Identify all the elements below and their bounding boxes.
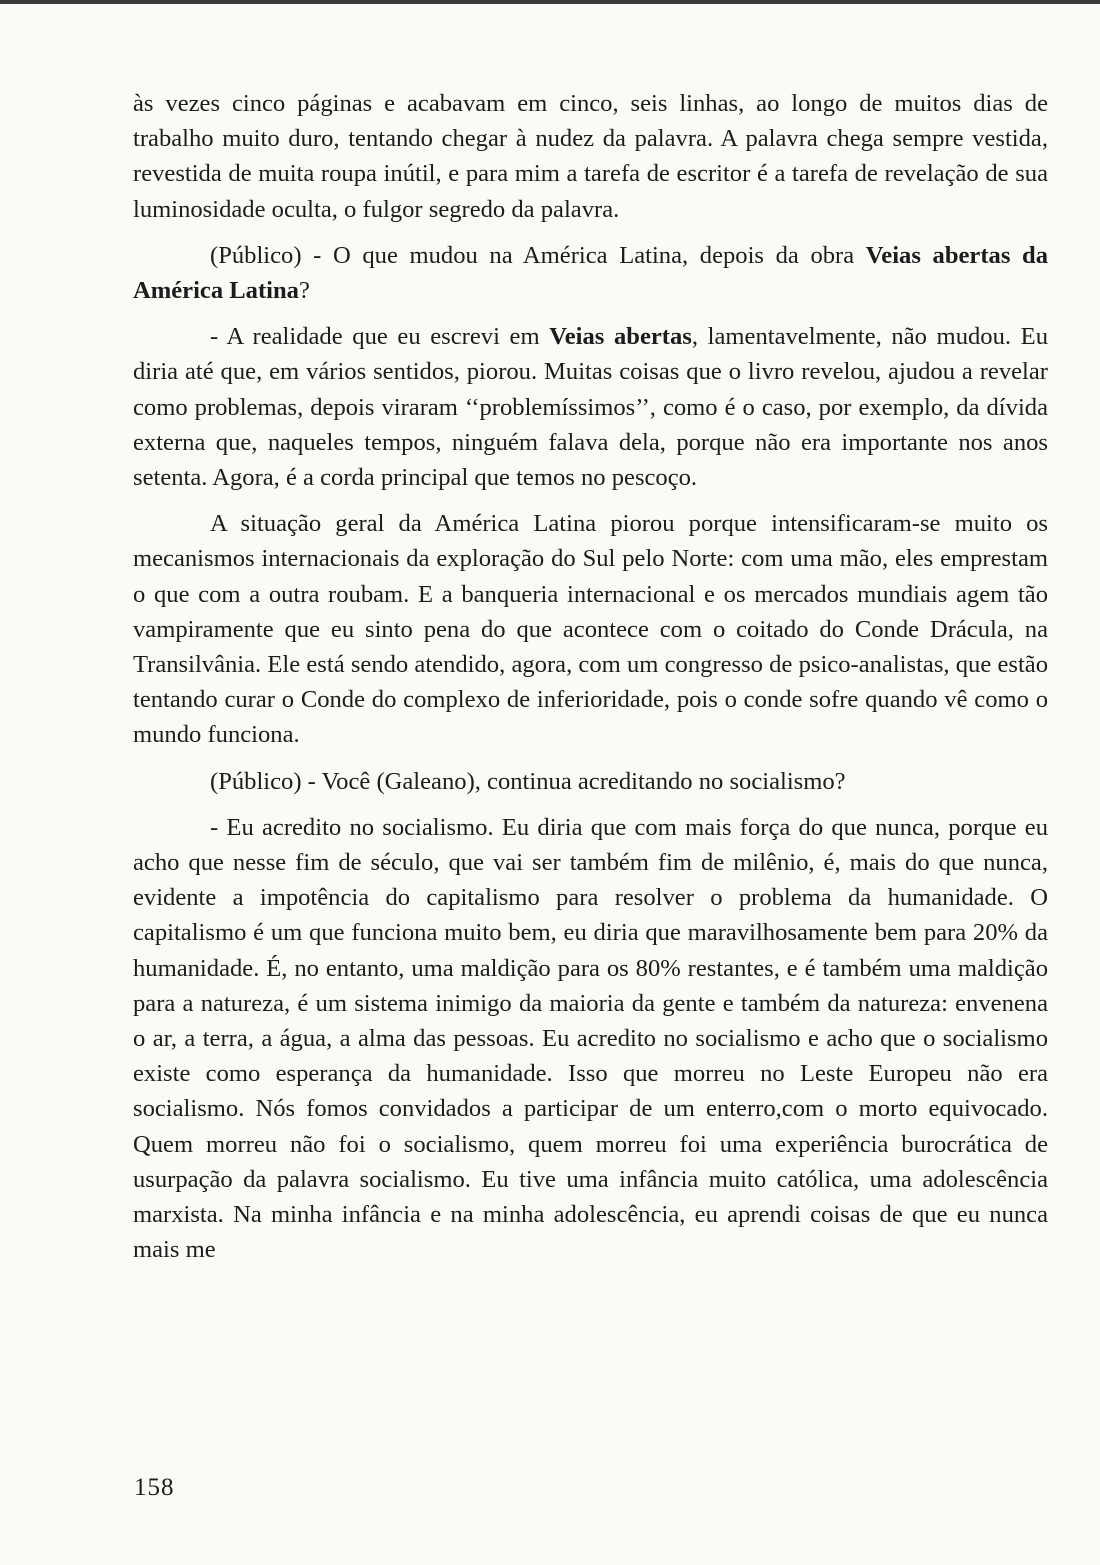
bold-title-text: Veias abertas	[549, 323, 692, 351]
paragraph-text: A situação geral da América Latina piorou porque intensificaram-se muito os mecanismos internacionais da exploração do Sul pelo Norte: com uma mão, eles emprestam o que com a outra roubam. E a banqueria internacional e os mercados mundiais agem tão vampiramente que eu sinto pena do que acontece com o coitado do Conde Drácula, na Transilvânia. Ele está sendo atendido, agora, com um congresso de psico-analistas, que estão tentando curar o Conde do complexo de inferioridade, pois o conde sofre quando vê como o mundo funciona.	[133, 510, 1048, 749]
paragraph-text: , lamentavelmente, não mudou. Eu diria até que, em vários sentidos, piorou. Muitas coisas que o livro revelou, ajudou a revelar como problemas, depois viraram ‘‘problemíssimos’’, como é o caso, por exemplo, da dívida externa que, naqueles tempos, ninguém falava dela, porque não era importante nos anos setenta. Agora, é a corda principal que temos no pescoço.	[133, 323, 1048, 492]
paragraph-text: (Público) - Você (Galeano), continua acreditando no socialismo?	[210, 767, 846, 795]
paragraph-text: às vezes cinco páginas e acabavam em cinco, seis linhas, ao longo de muitos dias de trabalho muito duro, tentando chegar à nudez da palavra. A palavra chega sempre vestida, revestida de muita roupa inútil, e para mim a tarefa de escritor é a tarefa de revelação de sua luminosidade oculta, o fulgor segredo da palavra.	[133, 90, 1048, 223]
paragraph-answer-reality	[133, 319, 1048, 495]
page-number: 158	[134, 1474, 175, 1501]
paragraph-text: - A realidade que eu escrevi em	[210, 323, 550, 351]
bold-title-text: Veias abertas da América Latina	[133, 241, 1048, 305]
scan-top-edge	[0, 0, 1100, 4]
paragraph-writing-process	[133, 86, 1048, 227]
page-body	[133, 86, 1048, 1268]
paragraph-answer-socialism	[133, 810, 1048, 1268]
paragraph-question-socialism	[133, 764, 1048, 799]
paragraph-text: (Público) - O que mudou na América Latina, depois da obra	[210, 241, 866, 269]
paragraph-text: ?	[298, 277, 310, 305]
paragraph-text: - Eu acredito no socialismo. Eu diria que com mais força do que nunca, porque eu acho que nesse fim de século, que vai ser também fim de milênio, é, mais do que nunca, evidente a impotência do capitalismo para resolver o problema da humanidade. O capitalismo é um que funciona muito bem, eu diria que maravilhosamente bem para 20% da humanidade. É, no entanto, uma maldição para os 80% restantes, e é também uma maldição para a natureza, é um sistema inimigo da maioria da gente e também da natureza: envenena o ar, a terra, a água, a alma das pessoas. Eu acredito no socialismo e acho que o socialismo existe como esperança da humanidade. Isso que morreu no Leste Europeu não era socialismo. Nós fomos convidados a participar de um enterro,com o morto equivocado. Quem morreu não foi o socialismo, quem morreu foi uma experiência burocrática de usurpação da palavra socialismo. Eu tive uma infância muito católica, uma adolescência marxista. Na minha infância e na minha adolescência, eu aprendi coisas de que eu nunca mais me	[133, 813, 1048, 1264]
paragraph-latin-america-situation	[133, 506, 1048, 752]
paragraph-question-veias-abertas	[133, 238, 1048, 308]
